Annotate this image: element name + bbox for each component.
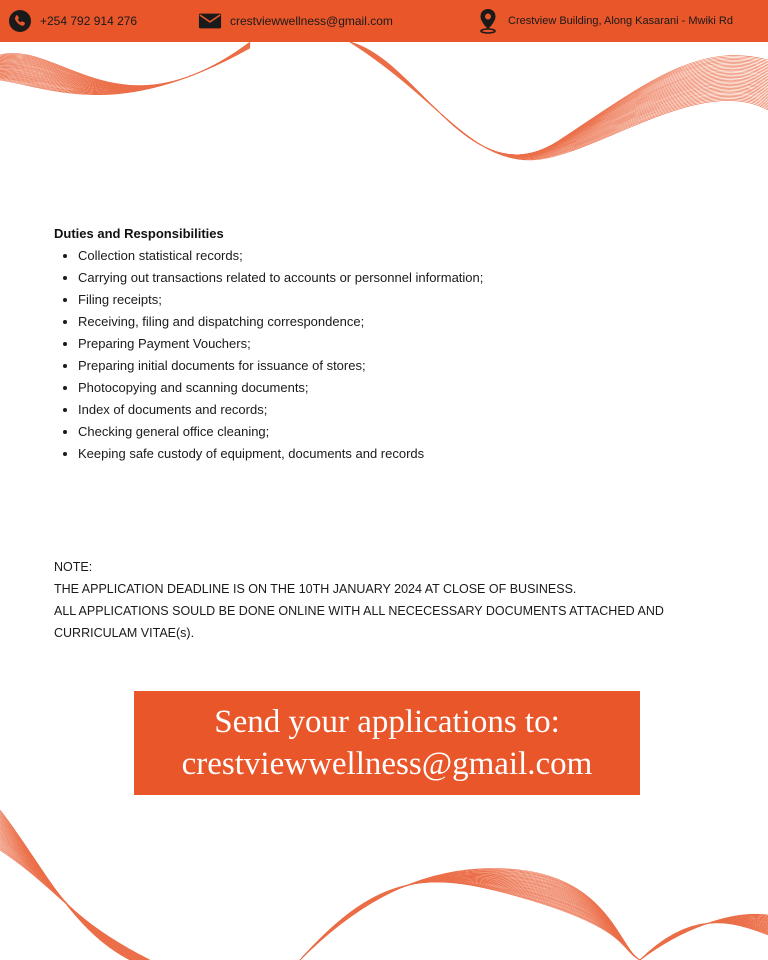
top-wave-art	[0, 42, 768, 160]
location-address: Crestview Building, Along Kasarani - Mwiki Rd	[508, 15, 733, 27]
list-item: • Index of documents and records;	[78, 399, 734, 421]
duties-list	[54, 245, 734, 465]
map-pin-icon	[476, 9, 500, 33]
bottom-wave-art	[0, 810, 768, 960]
list-item: • Checking general office cleaning;	[78, 421, 734, 443]
banner-heading: Send your applications to:	[214, 704, 560, 740]
list-item: • Filing receipts;	[78, 289, 734, 311]
note-deadline: THE APPLICATION DEADLINE IS ON THE 10TH JANUARY 2024 AT CLOSE OF BUSINESS.	[54, 582, 577, 596]
envelope-icon	[198, 9, 222, 33]
list-item: • Preparing initial documents for issuance of stores;	[78, 355, 734, 377]
phone-icon	[8, 9, 32, 33]
list-item: • Collection statistical records;	[78, 245, 734, 267]
phone-contact[interactable]	[8, 9, 137, 33]
list-item: • Preparing Payment Vouchers;	[78, 333, 734, 355]
application-banner	[134, 691, 640, 795]
contact-bar	[0, 0, 768, 42]
email-contact[interactable]	[198, 9, 393, 33]
list-item: • Receiving, filing and dispatching correspondence;	[78, 311, 734, 333]
phone-number: +254 792 914 276	[40, 14, 138, 28]
duties-section	[54, 226, 734, 465]
banner-email[interactable]: crestviewwellness@gmail.com	[181, 746, 593, 782]
location-contact[interactable]	[476, 9, 733, 33]
note-instructions: ALL APPLICATIONS SOULD BE DONE ONLINE WITH ALL NECECESSARY DOCUMENTS ATTACHED AND CURRICULAM VITAE(s).	[54, 604, 664, 640]
email-address: crestviewwellness@gmail.com	[230, 14, 393, 28]
list-item: • Keeping safe custody of equipment, documents and records	[78, 443, 734, 465]
list-item: • Photocopying and scanning documents;	[78, 377, 734, 399]
note-heading: NOTE:	[54, 560, 93, 574]
list-item: • Carrying out transactions related to accounts or personnel information;	[78, 267, 734, 289]
duties-heading: Duties and Responsibilities	[54, 226, 224, 241]
note-section	[54, 556, 734, 644]
